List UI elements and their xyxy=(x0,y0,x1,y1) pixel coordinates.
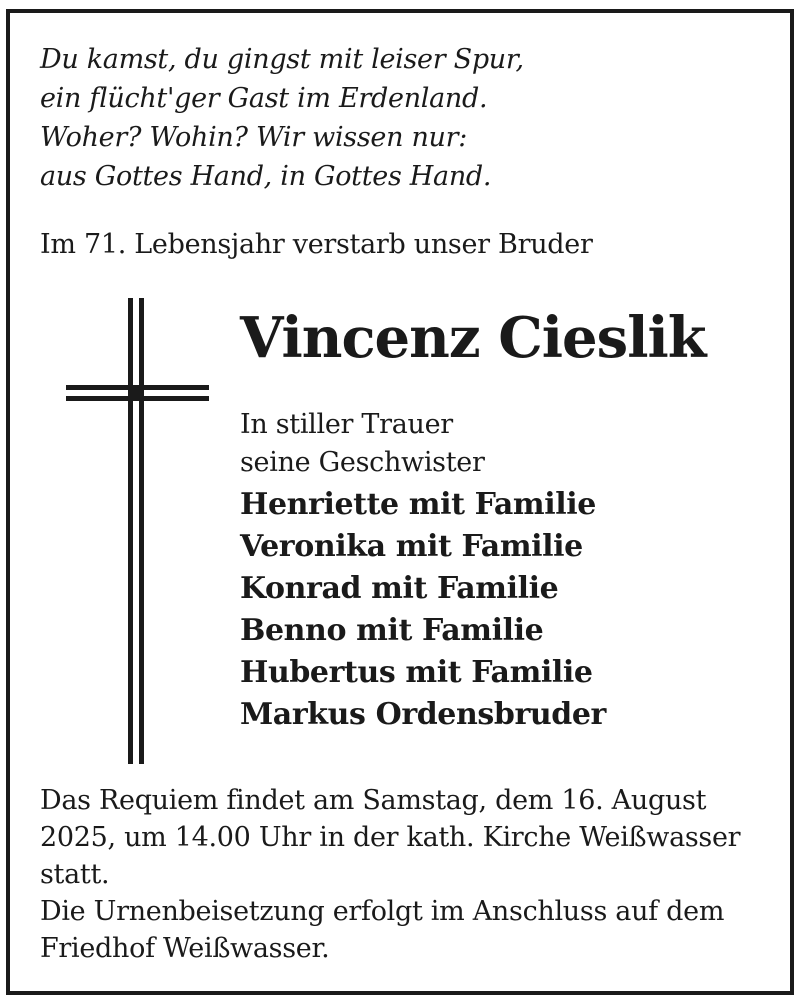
mourner-entry: Markus Ordensbruder xyxy=(240,697,606,732)
poem xyxy=(40,40,524,196)
poem-line: ein flücht'ger Gast im Erdenland. xyxy=(40,83,488,114)
poem-line: aus Gottes Hand, in Gottes Hand. xyxy=(40,161,492,192)
poem-line: Du kamst, du gingst mit leiser Spur, xyxy=(40,44,524,75)
deceased-name: Vincenz Cieslik xyxy=(240,305,706,371)
cross-icon xyxy=(66,298,209,764)
mourner-entry: Benno mit Familie xyxy=(240,613,544,648)
mourner-entry: Veronika mit Familie xyxy=(240,529,583,564)
poem-line: Woher? Wohin? Wir wissen nur: xyxy=(40,122,468,153)
mourning-line: In stiller Trauer xyxy=(240,409,453,440)
burial-info: Die Urnenbeisetzung erfolgt im Anschluss auf dem Friedhof Weißwasser. xyxy=(40,896,725,964)
mourner-entry: Henriette mit Familie xyxy=(240,487,596,522)
requiem-info: Das Requiem findet am Samstag, dem 16. August 2025, um 14.00 Uhr in der kath. Kirche Weißwasser statt. xyxy=(40,785,741,890)
mourner-entry: Konrad mit Familie xyxy=(240,571,559,606)
mourner-entry: Hubertus mit Familie xyxy=(240,655,593,690)
mourning-line: seine Geschwister xyxy=(240,447,485,478)
mourners-list xyxy=(240,484,606,736)
service-details xyxy=(40,782,770,967)
intro-text: Im 71. Lebensjahr verstarb unser Bruder xyxy=(40,229,593,260)
mourning-intro xyxy=(240,406,485,482)
